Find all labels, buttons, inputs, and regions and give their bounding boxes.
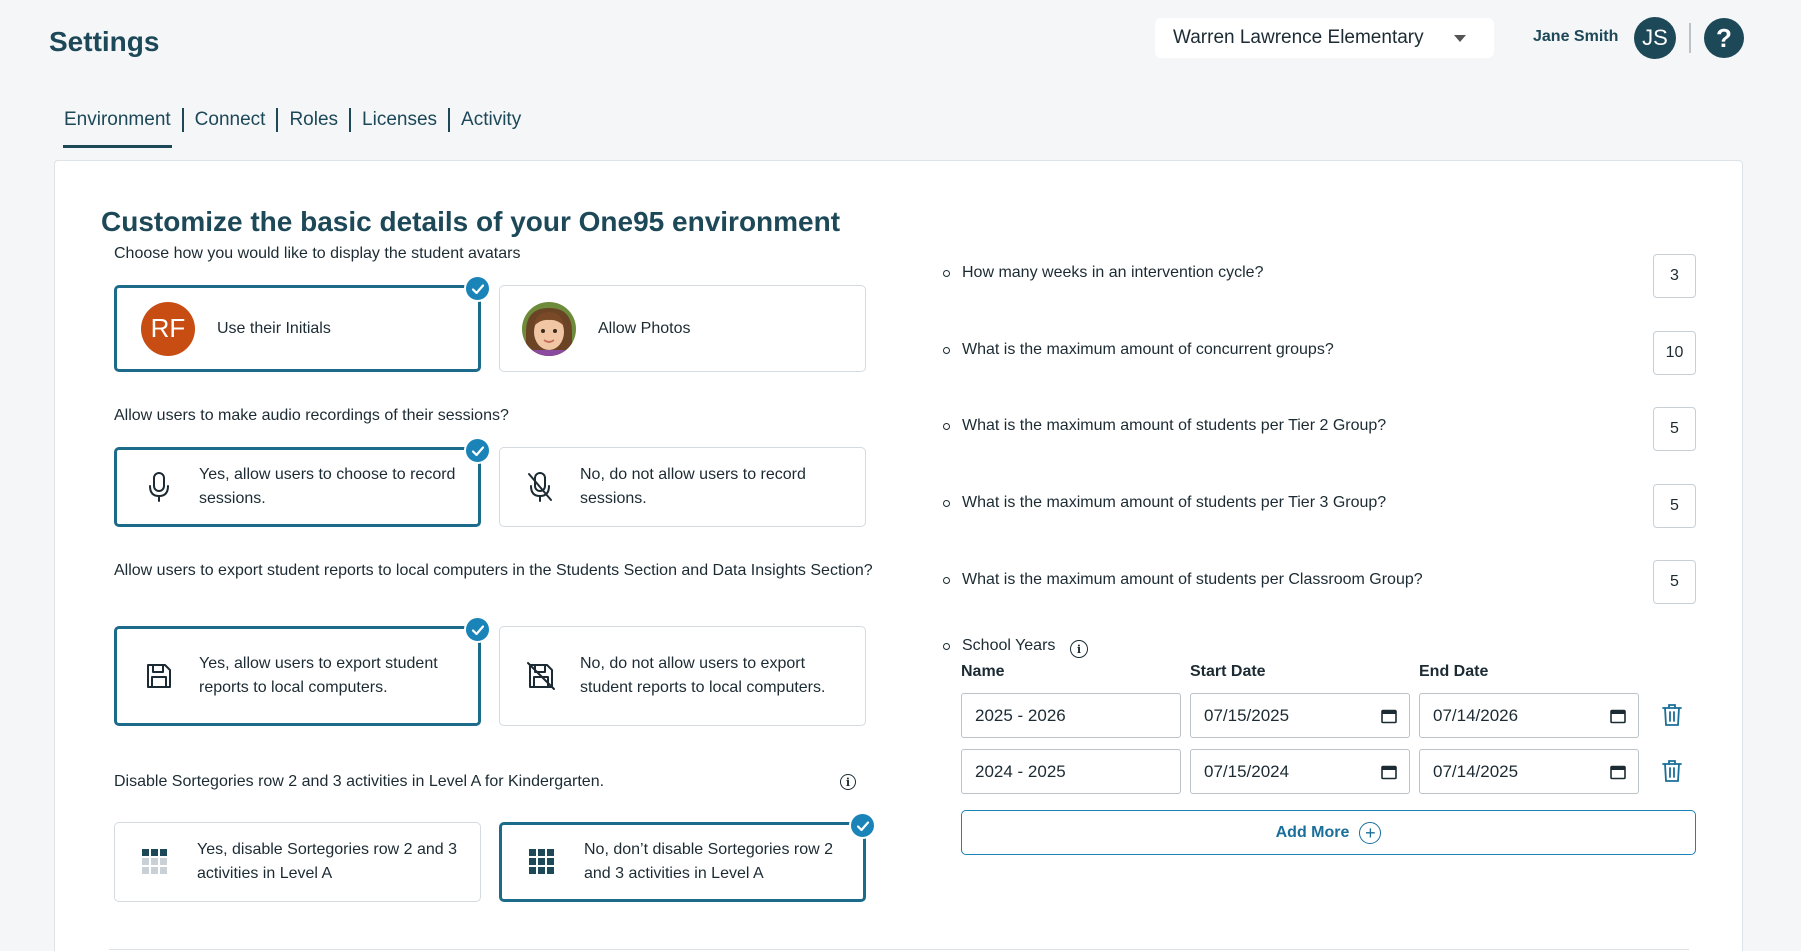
sortegories-no-option[interactable] [499, 822, 866, 902]
trash-icon[interactable] [1661, 703, 1683, 727]
settings-tabs [64, 108, 532, 132]
microphone-icon [145, 471, 173, 503]
avatar-initials-option[interactable] [114, 285, 481, 372]
sortegories-yes-label: Yes, disable Sortegories row 2 and 3 activities in Level A [197, 841, 458, 882]
setting-tier3-question: What is the maximum amount of students per Tier 3 Group? [943, 494, 1386, 512]
save-icon [145, 662, 173, 690]
school-year-start-input[interactable]: 07/15/2025 [1190, 693, 1410, 738]
export-no-option[interactable] [499, 626, 866, 726]
setting-weeks-input[interactable]: 3 [1653, 254, 1696, 298]
tab-licenses[interactable]: Licenses [349, 108, 448, 132]
school-year-name-input[interactable]: 2025 - 2026 [961, 693, 1181, 738]
col-name: Name [961, 663, 1005, 680]
tab-activity[interactable]: Activity [448, 108, 532, 132]
avatar-photos-label: Allow Photos [598, 319, 691, 337]
sortegories-no-label: No, don’t disable Sortegories row 2 and 3 activities in Level A [584, 841, 834, 882]
export-yes-option[interactable] [114, 626, 481, 726]
col-start-date: Start Date [1190, 663, 1266, 680]
calendar-icon[interactable] [1610, 764, 1626, 780]
recordings-question: Allow users to make audio recordings of their sessions? [114, 407, 509, 424]
setting-groups-input[interactable]: 10 [1653, 331, 1696, 375]
bullet [943, 270, 950, 277]
header-divider [1689, 23, 1691, 53]
avatar-photos-option[interactable] [499, 285, 866, 372]
bullet [943, 577, 950, 584]
export-no-label: No, do not allow users to export student reports to local computers. [580, 655, 826, 696]
setting-tier2-input[interactable]: 5 [1653, 407, 1696, 451]
panel-title: Customize the basic details of your One95 environment [101, 206, 841, 237]
recordings-no-option[interactable] [499, 447, 866, 527]
grid-icon [141, 849, 169, 875]
school-years-label: School Years [943, 637, 1055, 655]
check-icon [464, 437, 491, 464]
export-question: Allow users to export student reports to local computers in the Students Section and Data Insights Section? [114, 562, 873, 579]
info-icon[interactable]: i [1070, 640, 1088, 658]
sortegories-yes-option[interactable] [114, 822, 481, 902]
help-icon[interactable]: ? [1704, 18, 1744, 58]
calendar-icon[interactable] [1610, 708, 1626, 724]
recordings-yes-option[interactable] [114, 447, 481, 527]
tab-connect[interactable]: Connect [182, 108, 277, 132]
page-title: Settings [49, 26, 160, 57]
active-tab-indicator [63, 145, 172, 148]
initials-avatar: RF [141, 302, 195, 356]
chevron-down-icon [1454, 35, 1466, 42]
check-icon [464, 275, 491, 302]
setting-weeks-question: How many weeks in an intervention cycle? [943, 264, 1263, 282]
bullet [943, 643, 950, 650]
school-year-start-input[interactable]: 07/15/2024 [1190, 749, 1410, 794]
calendar-icon[interactable] [1381, 764, 1397, 780]
avatars-question: Choose how you would like to display the student avatars [114, 245, 521, 262]
info-icon[interactable]: i [840, 774, 856, 790]
setting-groups-question: What is the maximum amount of concurrent groups? [943, 341, 1334, 359]
tab-environment[interactable]: Environment [64, 109, 171, 130]
school-select-value: Warren Lawrence Elementary [1173, 27, 1424, 48]
recordings-no-label: No, do not allow users to record sessions. [580, 466, 806, 507]
check-icon [849, 812, 876, 839]
recordings-yes-label: Yes, allow users to choose to record sessions. [199, 466, 456, 507]
check-icon [464, 616, 491, 643]
calendar-icon[interactable] [1381, 708, 1397, 724]
school-select[interactable] [1155, 18, 1494, 58]
plus-circle-icon: + [1359, 822, 1381, 844]
grid-icon [528, 849, 556, 875]
col-end-date: End Date [1419, 663, 1489, 680]
sortegories-question: Disable Sortegories row 2 and 3 activities in Level A for Kindergarten. [114, 773, 605, 790]
export-yes-label: Yes, allow users to export student reports to local computers. [199, 655, 438, 696]
bullet [943, 500, 950, 507]
school-year-end-input[interactable]: 07/14/2026 [1419, 693, 1639, 738]
avatar-initials-label: Use their Initials [217, 319, 331, 337]
save-off-icon [526, 661, 556, 691]
tab-roles[interactable]: Roles [276, 108, 349, 132]
add-more-button[interactable]: Add More + [961, 810, 1696, 855]
school-year-end-input[interactable]: 07/14/2025 [1419, 749, 1639, 794]
setting-classroom-question: What is the maximum amount of students per Classroom Group? [943, 571, 1423, 589]
setting-classroom-input[interactable]: 5 [1653, 560, 1696, 604]
bullet [943, 347, 950, 354]
user-avatar[interactable]: JS [1634, 17, 1676, 59]
panel-divider [109, 949, 1689, 950]
bullet [943, 423, 950, 430]
school-year-name-input[interactable]: 2024 - 2025 [961, 749, 1181, 794]
user-name[interactable]: Jane Smith [1533, 28, 1619, 45]
setting-tier2-question: What is the maximum amount of students per Tier 2 Group? [943, 417, 1386, 435]
setting-tier3-input[interactable]: 5 [1653, 484, 1696, 528]
trash-icon[interactable] [1661, 759, 1683, 783]
microphone-off-icon [526, 471, 554, 503]
child-photo-avatar [522, 302, 576, 356]
